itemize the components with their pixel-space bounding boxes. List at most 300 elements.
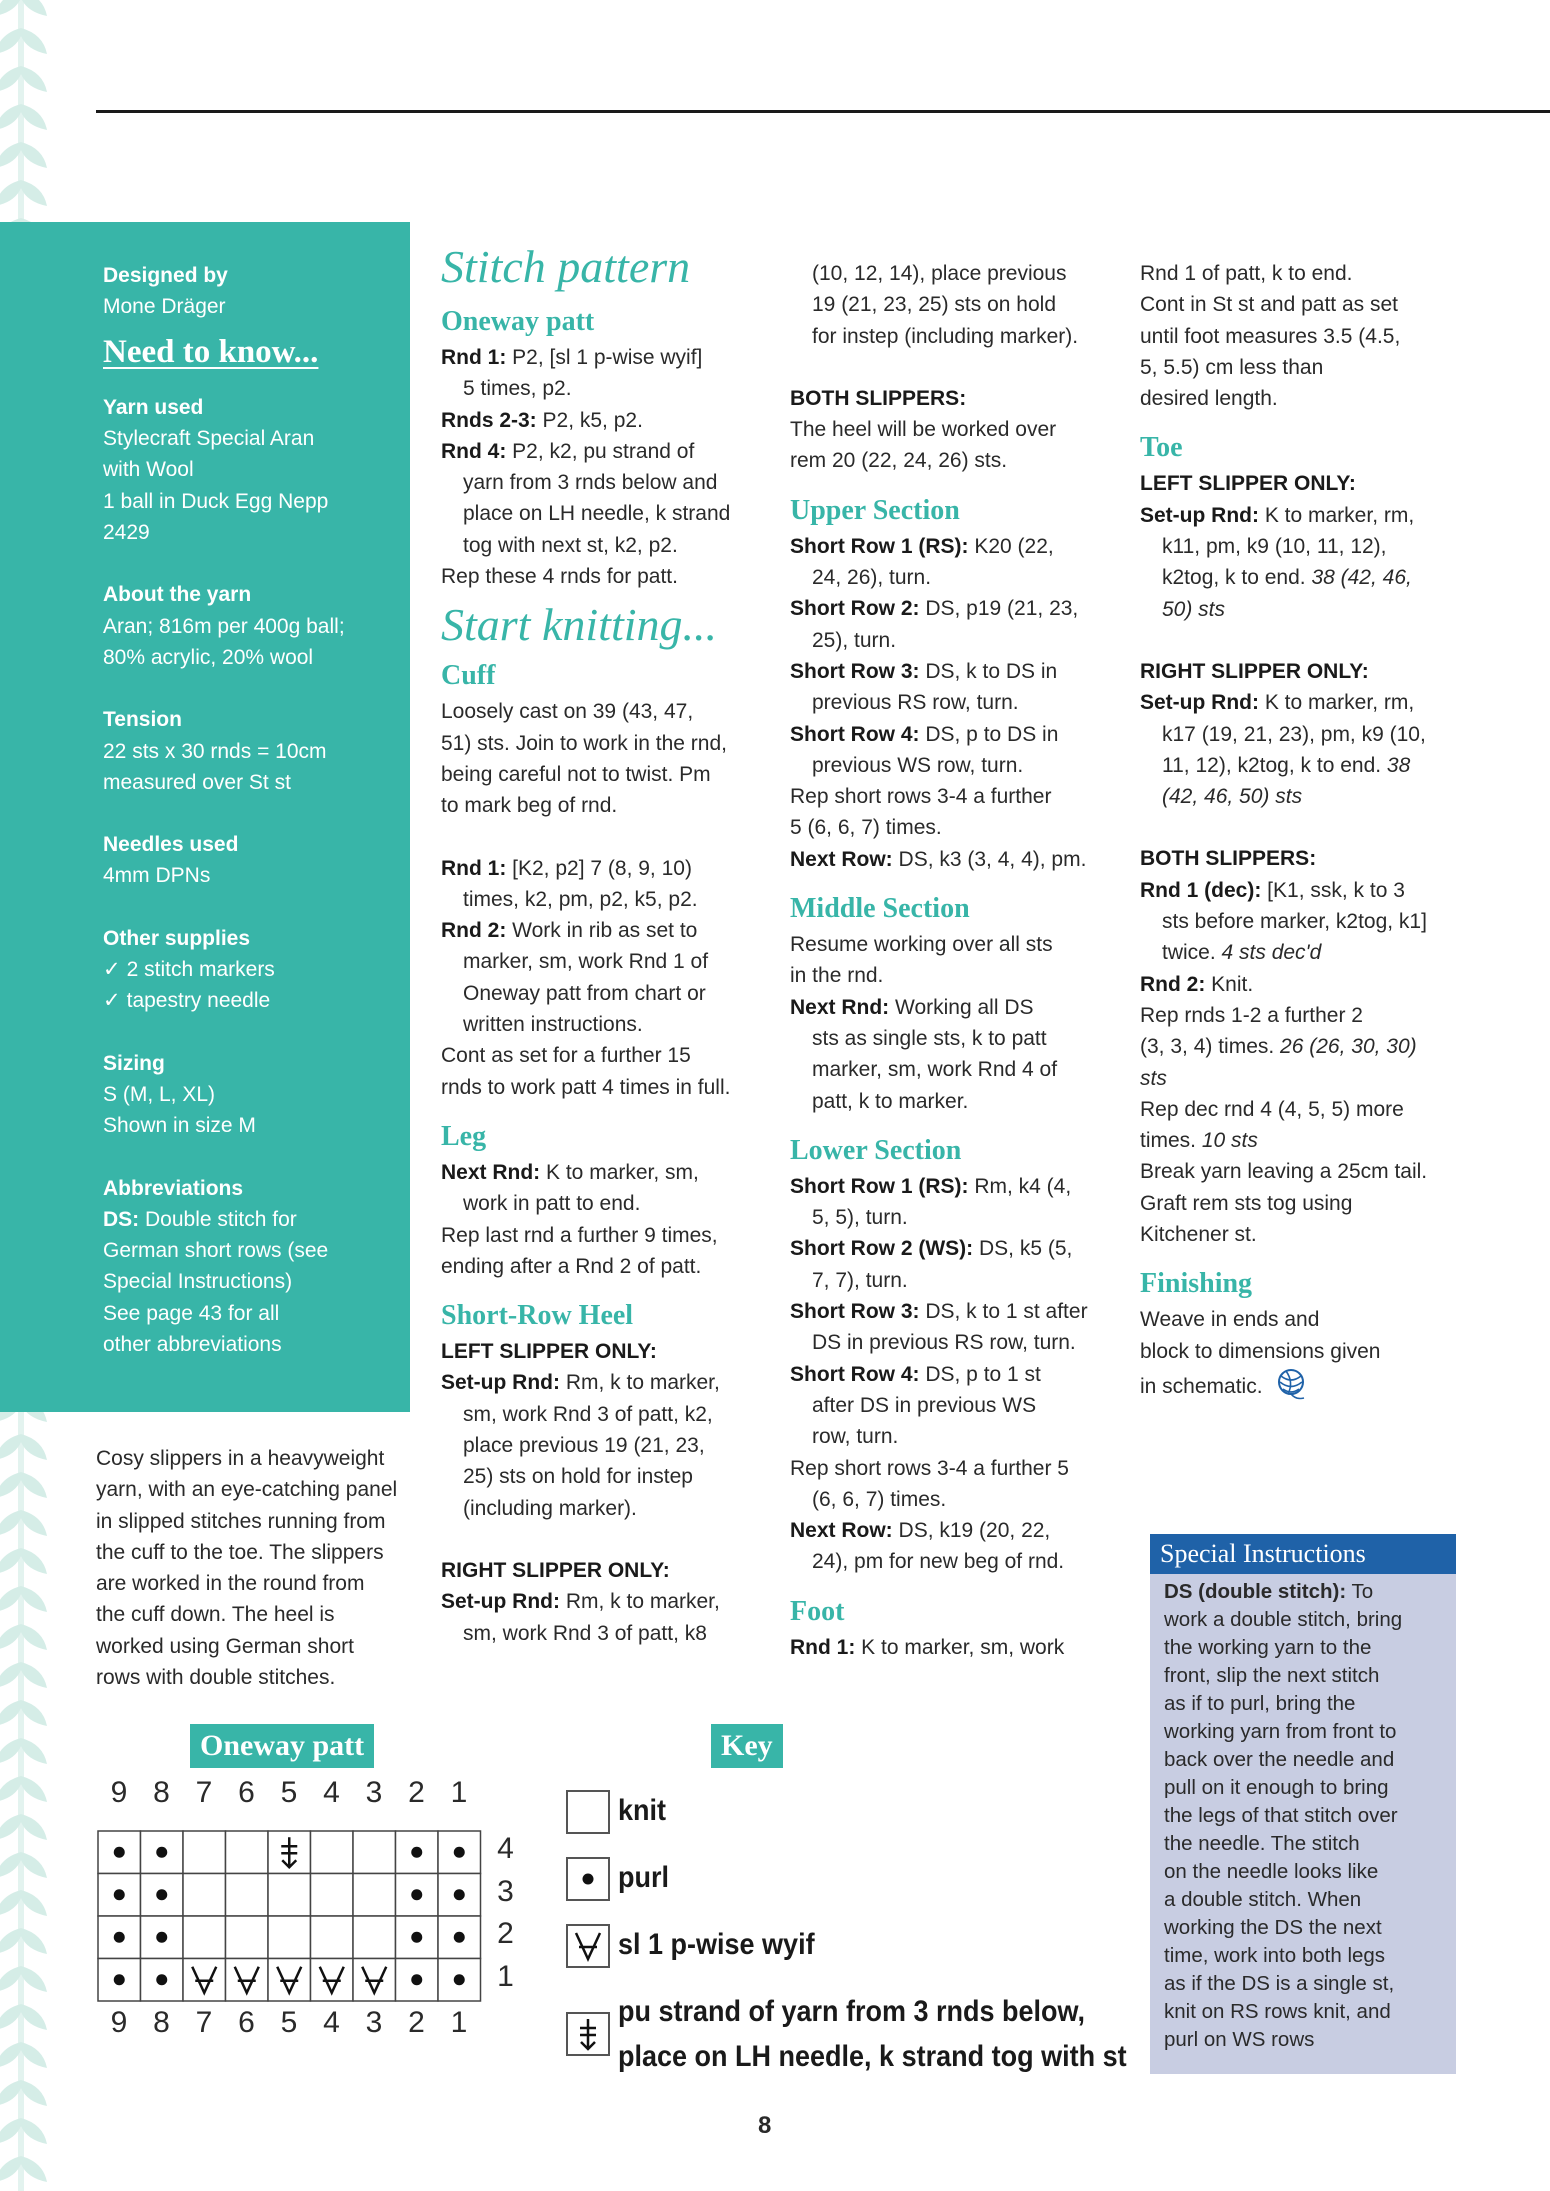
row-text: [K1, ssk, k to 3 xyxy=(1261,878,1405,902)
designer-name: Mone Dräger xyxy=(103,295,226,319)
chart-col-number: 8 xyxy=(153,2006,170,2039)
designed-by-label: Designed by xyxy=(103,264,228,287)
leg-next-rnd xyxy=(441,1157,761,1220)
chart-cell-purl xyxy=(438,1916,481,1959)
need-to-know-panel xyxy=(0,222,410,1412)
need-to-know-heading: Need to know... xyxy=(103,333,319,370)
row-cont: after DS in previous WS xyxy=(812,1393,1037,1417)
intro-line: the cuff to the toe. The slippers xyxy=(96,1540,384,1564)
row-first-line xyxy=(441,1367,761,1398)
row-label: Rnd 1: xyxy=(441,856,507,880)
knit-key-label: knit xyxy=(618,1794,667,1827)
intro-paragraph xyxy=(96,1443,418,1693)
needles-value: 4mm DPNs xyxy=(103,864,211,888)
si-line: time, work into both legs xyxy=(1164,1944,1386,1967)
row-cont: written instructions. xyxy=(463,1013,643,1037)
rep-line: Rep these 4 rnds for patt. xyxy=(441,565,678,589)
row-text: [K2, p2] 7 (8, 9, 10) xyxy=(506,856,692,880)
cont-line: desired length. xyxy=(1140,387,1278,411)
chart-cell-sl xyxy=(353,1959,396,2002)
other-supplies-label: Other supplies xyxy=(103,926,251,950)
rep-line: (3, 3, 4) times. xyxy=(1140,1035,1281,1059)
chart-col-number: 3 xyxy=(365,1776,383,1809)
row-text: K to marker, rm, xyxy=(1258,691,1415,715)
knit-symbol xyxy=(566,1790,610,1834)
si-line: as if the DS is a single st, xyxy=(1164,1972,1395,1995)
row-first-line xyxy=(441,853,761,884)
finish-line: Weave in ends and xyxy=(1140,1308,1320,1332)
abbr-line: Special Instructions) xyxy=(103,1270,293,1294)
row-cont: previous WS row, turn. xyxy=(812,753,1024,777)
row-text: P2, k2, pu strand of xyxy=(506,439,695,463)
cuff-heading: Cuff xyxy=(441,660,496,692)
row-label: Rnd 2: xyxy=(441,919,507,943)
middle-section-heading: Middle Section xyxy=(790,893,970,925)
row-text: Rm, k to marker, xyxy=(559,1590,720,1614)
intro-line: are worked in the round from xyxy=(96,1572,365,1596)
chart-cell-knit xyxy=(353,1874,396,1917)
chart-cell-purl xyxy=(141,1959,184,2002)
row-text: P2, [sl 1 p-wise wyif] xyxy=(506,346,703,369)
chart-cell-purl xyxy=(438,1831,481,1874)
chart-cell-purl xyxy=(396,1959,439,2002)
row-text: K to marker, rm, xyxy=(1258,503,1415,527)
intro-line: the cuff down. The heel is xyxy=(96,1603,335,1627)
chart-row-number: 4 xyxy=(497,1832,514,1865)
row-cont: k2tog, k to end. xyxy=(1162,566,1312,590)
row-label: Short Row 2 (WS): xyxy=(790,1237,974,1261)
slip-symbol xyxy=(566,1924,610,1968)
row-cont: 7, 7), turn. xyxy=(812,1268,908,1292)
si-line: the working yarn to the xyxy=(1164,1636,1372,1659)
row-first-line xyxy=(790,1632,1110,1663)
left-setup-rnd xyxy=(441,1367,761,1523)
chart-cell-knit xyxy=(268,1874,311,1917)
pickup-strand-icon xyxy=(568,2014,608,2054)
chart-cell-purl xyxy=(98,1959,141,2002)
chart-cell-purl xyxy=(396,1874,439,1917)
finishing-heading: Finishing xyxy=(1140,1268,1253,1300)
cuff-rnd-2 xyxy=(441,915,761,1040)
row-text: P2, k5, p2. xyxy=(536,408,643,432)
si-line: working yarn from front to xyxy=(1164,1720,1397,1743)
row-first-line xyxy=(790,1233,1110,1264)
middle-line: Resume working over all sts xyxy=(790,933,1053,957)
abbr-line: other abbreviations xyxy=(103,1333,282,1357)
purl-symbol xyxy=(566,1857,610,1901)
row-label: Next Rnd: xyxy=(441,1160,541,1184)
right-only-label: RIGHT SLIPPER ONLY: xyxy=(441,1558,670,1582)
cuff-line: being careful not to twist. Pm xyxy=(441,762,711,786)
row-text: DS, k5 (5, xyxy=(973,1237,1073,1261)
si-line: pull on it enough to bring xyxy=(1164,1776,1389,1799)
cuff-rnd-1 xyxy=(441,853,761,916)
right-only-label: RIGHT SLIPPER ONLY: xyxy=(1140,659,1369,683)
cuff-cont-line: rnds to work patt 4 times in full. xyxy=(441,1075,731,1099)
row-cont: place previous 19 (21, 23, xyxy=(463,1434,705,1458)
row-cont: place on LH needle, k strand xyxy=(463,502,731,526)
chart-cell-purl xyxy=(98,1831,141,1874)
row-text: Rm, k to marker, xyxy=(559,1371,720,1395)
chart-cell-knit xyxy=(226,1916,269,1959)
chart-cell-sl xyxy=(311,1959,354,2002)
row-cont: Oneway patt from chart or xyxy=(463,981,706,1005)
upper-section-heading: Upper Section xyxy=(790,494,960,526)
row-text: DS, p19 (21, 23, xyxy=(919,597,1079,621)
row-text: Knit. xyxy=(1205,972,1254,996)
si-line: a double stitch. When xyxy=(1164,1888,1362,1911)
heel-heading: Short-Row Heel xyxy=(441,1300,634,1332)
cont-line: Rnd 1 of patt, k to end. xyxy=(1140,262,1353,285)
tension-line: 22 sts x 30 rnds = 10cm xyxy=(103,739,327,763)
chart-cell-purl xyxy=(396,1916,439,1959)
lower-next-row xyxy=(790,1515,1110,1578)
row-text: DS, k3 (3, 4, 4), pm. xyxy=(892,847,1087,871)
row-label: Rnd 1: xyxy=(441,346,507,369)
chart-col-number: 7 xyxy=(195,2006,213,2039)
cuff-line: to mark beg of rnd. xyxy=(441,794,618,818)
cont-line: for instep (including marker). xyxy=(812,324,1079,348)
row-text: Work in rib as set to xyxy=(506,919,698,943)
row-label: Short Row 1 (RS): xyxy=(790,534,969,558)
foot-rnd-1 xyxy=(790,1632,1110,1663)
row-label: Set-up Rnd: xyxy=(1140,691,1259,715)
chart-cell-knit xyxy=(353,1831,396,1874)
both-slippers-label: BOTH SLIPPERS: xyxy=(790,386,967,410)
pickup-key-line-1: pu strand of yarn from 3 rnds below, xyxy=(618,1995,1086,2028)
tension-line: measured over St st xyxy=(103,770,291,794)
supply-item: ✓ 2 stitch markers xyxy=(103,954,393,985)
chart-col-number: 9 xyxy=(110,1776,128,1809)
row-cont: yarn from 3 rnds below and xyxy=(463,471,718,495)
chart-cell-knit xyxy=(226,1831,269,1874)
row-label: Short Row 3: xyxy=(790,1300,920,1324)
row-cont: k11, pm, k9 (10, 11, 12), xyxy=(1162,535,1387,559)
cuff-cont-line: Cont as set for a further 15 xyxy=(441,1044,691,1068)
si-line: the needle. The stitch xyxy=(1164,1832,1360,1855)
yarn-line: with Wool xyxy=(103,458,194,482)
chart-cell-purl xyxy=(141,1831,184,1874)
row-cont: 24, 26), turn. xyxy=(812,566,932,590)
ds-label: DS (double stitch): xyxy=(1164,1580,1347,1603)
column-3 xyxy=(1140,258,1460,1402)
row-cont: marker, sm, work Rnd 1 of xyxy=(463,950,709,974)
row-first-line xyxy=(790,1515,1110,1546)
yarn-ball-icon xyxy=(1274,1367,1308,1401)
toe-heading: Toe xyxy=(1140,432,1183,464)
row-text: DS, p to 1 st xyxy=(919,1362,1041,1386)
special-instructions-body xyxy=(1150,1574,1456,2054)
row-cont: k17 (19, 21, 23), pm, k9 (10, xyxy=(1162,722,1426,746)
both-slippers-label: BOTH SLIPPERS: xyxy=(1140,847,1317,871)
si-line: on the needle looks like xyxy=(1164,1860,1379,1883)
chart-row-number: 2 xyxy=(497,1917,514,1950)
row-cont: times, k2, pm, p2, k5, p2. xyxy=(463,887,698,911)
row-first-line xyxy=(790,1359,1110,1390)
oneway-heading: Oneway patt xyxy=(441,306,595,337)
row-first-line xyxy=(441,342,761,373)
foot-heading: Foot xyxy=(790,1595,845,1627)
chart-cell-purl xyxy=(98,1874,141,1917)
lower-section-heading: Lower Section xyxy=(790,1134,962,1166)
chart-cell-knit xyxy=(353,1916,396,1959)
chart-row-number: 1 xyxy=(497,1959,514,1993)
about-yarn-label: About the yarn xyxy=(103,583,252,607)
row-first-line xyxy=(790,531,1110,562)
upper-next-row xyxy=(790,844,1110,875)
row-cont: 25) sts on hold for instep xyxy=(463,1465,693,1489)
row-label: Set-up Rnd: xyxy=(1140,503,1259,527)
cont-line: 19 (21, 23, 25) sts on hold xyxy=(812,293,1056,317)
key-title: Key xyxy=(711,1724,783,1768)
chart-cell-purl xyxy=(438,1959,481,2002)
chart-col-number: 1 xyxy=(450,2006,468,2039)
both-line: The heel will be worked over xyxy=(790,418,1057,442)
chart-cell-knit xyxy=(311,1916,354,1959)
si-line: knit on RS rows knit, and xyxy=(1164,2000,1391,2023)
row-first-line xyxy=(790,1171,1110,1202)
chart-cell-knit xyxy=(183,1831,226,1874)
row-text: K20 (22, xyxy=(968,534,1054,558)
left-only-label: LEFT SLIPPER ONLY: xyxy=(1140,472,1356,496)
about-line: 80% acrylic, 20% wool xyxy=(103,645,314,669)
row-text: DS, k to DS in xyxy=(919,659,1058,683)
row-label: Short Row 2: xyxy=(790,597,920,621)
si-line: work a double stitch, bring xyxy=(1164,1608,1403,1631)
chart-cell-knit xyxy=(226,1874,269,1917)
chart-cell-purl xyxy=(396,1831,439,1874)
row-label: Next Row: xyxy=(790,847,893,871)
row-label: Rnds 2-3: xyxy=(441,408,537,432)
row-cont: patt, k to marker. xyxy=(812,1089,969,1113)
chart-cell-knit xyxy=(311,1874,354,1917)
left-only-label: LEFT SLIPPER ONLY: xyxy=(441,1340,657,1364)
chart-cell-knit xyxy=(183,1916,226,1959)
cont-line: until foot measures 3.5 (4.5, xyxy=(1140,324,1401,348)
chart-col-number: 4 xyxy=(323,1776,340,1809)
chart-col-number: 6 xyxy=(238,2006,255,2039)
both-line: rem 20 (22, 24, 26) sts. xyxy=(790,449,1008,473)
cuff-line: 51) sts. Join to work in the rnd, xyxy=(441,731,727,755)
row-label: Next Row: xyxy=(790,1519,893,1543)
rep-line: Rep dec rnd 4 (4, 5, 5) more xyxy=(1140,1097,1404,1121)
yarn-line: Stylecraft Special Aran xyxy=(103,427,315,451)
row-first-line xyxy=(790,593,1110,624)
chart-col-number: 1 xyxy=(450,1776,468,1809)
abbr-line: German short rows (see xyxy=(103,1239,329,1263)
row-text: K to marker, sm, xyxy=(540,1160,699,1184)
row-label: Set-up Rnd: xyxy=(441,1590,560,1614)
yarn-line: 1 ball in Duck Egg Nepp xyxy=(103,489,329,513)
si-line: back over the needle and xyxy=(1164,1748,1395,1771)
rep-line: times. xyxy=(1140,1129,1202,1153)
sizing-line: S (M, L, XL) xyxy=(103,1082,216,1106)
oneway-rows xyxy=(441,342,761,561)
row-cont: sts before marker, k2tog, k1] xyxy=(1162,910,1427,934)
finish-line: in schematic. xyxy=(1140,1374,1263,1398)
stitch-count: 10 sts xyxy=(1201,1129,1258,1153)
chart-cell-knit xyxy=(268,1916,311,1959)
cont-line: (10, 12, 14), place previous xyxy=(812,262,1067,285)
abbr-ds-label: DS: xyxy=(103,1207,140,1231)
slip-key-label: sl 1 p-wise wyif xyxy=(618,1928,815,1961)
si-line: front, slip the next stitch xyxy=(1164,1664,1380,1687)
row-label: Short Row 4: xyxy=(790,722,920,746)
row-cont: sts as single sts, k to patt xyxy=(812,1026,1047,1050)
break-line: Graft rem sts tog using xyxy=(1140,1191,1353,1215)
column-2 xyxy=(790,258,1110,1663)
row-label: Rnd 4: xyxy=(441,439,507,463)
page-number: 8 xyxy=(758,2112,772,2139)
cont-line: 5, 5.5) cm less than xyxy=(1140,355,1324,379)
row-label: Short Row 3: xyxy=(790,659,920,683)
row-cont: (including marker). xyxy=(463,1496,637,1520)
stitch-count: 26 (26, 30, 30) xyxy=(1280,1035,1417,1059)
tension-label: Tension xyxy=(103,708,182,732)
row-first-line xyxy=(441,405,761,436)
stitch-count: 4 sts dec'd xyxy=(1221,941,1322,965)
special-instructions-box xyxy=(1150,1534,1456,2074)
intro-line: Cosy slippers in a heavyweight xyxy=(96,1447,385,1470)
supply-item: ✓ tapestry needle xyxy=(103,985,393,1016)
cont-line: Cont in St st and patt as set xyxy=(1140,293,1398,317)
start-knitting-heading: Start knitting... xyxy=(441,599,717,651)
chart-cell-knit xyxy=(311,1831,354,1874)
row-text: DS, p to DS in xyxy=(919,722,1059,746)
right-setup-rnd xyxy=(441,1586,761,1649)
chart-col-number: 2 xyxy=(408,1776,425,1809)
row-cont: row, turn. xyxy=(812,1425,899,1449)
si-line: the legs of that stitch over xyxy=(1164,1804,1398,1827)
rep-line: Rep rnds 1-2 a further 2 xyxy=(1140,1003,1363,1027)
row-cont: work in patt to end. xyxy=(463,1192,641,1216)
middle-next-rnd xyxy=(790,992,1110,1117)
row-cont: 5, 5), turn. xyxy=(812,1206,908,1230)
yarn-label: Yarn used xyxy=(103,395,204,419)
row-label: Short Row 4: xyxy=(790,1362,920,1386)
chart-col-number: 8 xyxy=(153,1776,170,1809)
abbr-line: Double stitch for xyxy=(139,1207,297,1231)
stitch-count: (42, 46, 50) sts xyxy=(1162,785,1303,809)
sizing-label: Sizing xyxy=(103,1051,165,1075)
row-first-line xyxy=(441,915,761,946)
chart-col-number: 7 xyxy=(195,1776,213,1809)
yarn-line: 2429 xyxy=(103,521,150,545)
row-label: Rnd 1: xyxy=(790,1635,856,1659)
chart-col-number: 6 xyxy=(238,1776,255,1809)
row-text: DS, k to 1 st after xyxy=(919,1300,1088,1324)
row-cont: marker, sm, work Rnd 4 of xyxy=(812,1058,1058,1082)
chart-cell-knit xyxy=(183,1874,226,1917)
row-cont: 25), turn. xyxy=(812,628,897,652)
middle-line: in the rnd. xyxy=(790,964,884,988)
lower-rep-line: Rep short rows 3-4 a further 5 xyxy=(790,1456,1069,1480)
special-instructions-title: Special Instructions xyxy=(1150,1534,1456,1574)
stitch-count: 50) sts xyxy=(1162,597,1226,621)
upper-rep-line: Rep short rows 3-4 a further xyxy=(790,785,1052,809)
row-cont: 11, 12), k2tog, k to end. xyxy=(1162,753,1387,777)
stitch-count: 38 xyxy=(1386,753,1411,777)
row-cont: tog with next st, k2, p2. xyxy=(463,533,678,557)
row-text: DS, k19 (20, 22, xyxy=(892,1519,1051,1543)
row-text: Rm, k4 (4, xyxy=(968,1174,1072,1198)
si-line: as if to purl, bring the xyxy=(1164,1692,1356,1715)
stitch-count: sts xyxy=(1140,1066,1167,1090)
row-first-line xyxy=(790,719,1110,750)
chart-cell-purl xyxy=(141,1874,184,1917)
chart-cell-sl xyxy=(183,1959,226,2002)
about-line: Aran; 816m per 400g ball; xyxy=(103,614,345,638)
row-text: Working all DS xyxy=(889,995,1034,1019)
stitch-pattern-heading: Stitch pattern xyxy=(441,241,691,292)
chart-col-number: 4 xyxy=(323,2006,340,2039)
row-cont: sm, work Rnd 3 of patt, k8 xyxy=(463,1621,707,1645)
intro-line: worked using German short xyxy=(96,1634,354,1658)
row-cont: 24), pm for new beg of rnd. xyxy=(812,1550,1065,1574)
chart-cell-purl xyxy=(98,1916,141,1959)
stitch-count: 38 (42, 46, xyxy=(1311,566,1412,590)
leg-rep-line: ending after a Rnd 2 of patt. xyxy=(441,1254,702,1278)
leg-heading: Leg xyxy=(441,1120,487,1152)
row-label: Set-up Rnd: xyxy=(441,1371,560,1395)
chart-cell-pu xyxy=(268,1831,311,1874)
chart-col-number: 5 xyxy=(280,1776,298,1809)
upper-rows xyxy=(790,531,1110,781)
row-cont: DS in previous RS row, turn. xyxy=(812,1331,1076,1355)
needles-label: Needles used xyxy=(103,833,239,857)
row-first-line xyxy=(790,1296,1110,1327)
row-cont: sm, work Rnd 3 of patt, k2, xyxy=(463,1402,713,1426)
pickup-symbol xyxy=(566,2012,610,2056)
abbr-line: See page 43 for all xyxy=(103,1301,280,1325)
row-cont: previous RS row, turn. xyxy=(812,691,1019,715)
chart-cell-purl xyxy=(438,1874,481,1917)
pickup-key-line-2: place on LH needle, k strand tog with st xyxy=(618,2040,1127,2073)
top-rule xyxy=(96,110,1550,113)
row-first-line xyxy=(441,1586,761,1617)
break-line: Kitchener st. xyxy=(1140,1223,1257,1247)
row-text: K to marker, sm, work xyxy=(855,1635,1065,1659)
chart-col-number: 5 xyxy=(280,2006,298,2039)
intro-line: in slipped stitches running from xyxy=(96,1509,386,1533)
chart-col-number: 9 xyxy=(110,2006,128,2039)
row-first-line xyxy=(790,656,1110,687)
lower-rows xyxy=(790,1171,1110,1453)
abbreviations-label: Abbreviations xyxy=(103,1176,244,1200)
sizing-line: Shown in size M xyxy=(103,1114,256,1138)
column-1 xyxy=(441,240,761,1649)
row-first-line xyxy=(441,1157,761,1188)
chart-row-number: 3 xyxy=(497,1874,514,1908)
chart-col-number: 3 xyxy=(365,2006,383,2039)
row-cont: 5 times, p2. xyxy=(463,377,572,401)
finish-line: block to dimensions given xyxy=(1140,1339,1381,1363)
intro-line: yarn, with an eye-catching panel xyxy=(96,1478,398,1502)
chart-title: Oneway patt xyxy=(190,1724,374,1768)
row-label: Short Row 1 (RS): xyxy=(790,1174,969,1198)
si-line: purl on WS rows xyxy=(1164,2028,1315,2051)
intro-line: rows with double stitches. xyxy=(96,1666,336,1690)
row-first-line xyxy=(790,844,1110,875)
chart-col-number: 2 xyxy=(408,2006,425,2039)
chart-cell-purl xyxy=(141,1916,184,1959)
break-line: Break yarn leaving a 25cm tail. xyxy=(1140,1160,1428,1184)
row-label: Rnd 2: xyxy=(1140,972,1206,996)
leg-rep-line: Rep last rnd a further 9 times, xyxy=(441,1223,718,1247)
cuff-line: Loosely cast on 39 (43, 47, xyxy=(441,700,694,724)
si-line: To xyxy=(1346,1580,1374,1603)
row-label: Next Rnd: xyxy=(790,995,890,1019)
